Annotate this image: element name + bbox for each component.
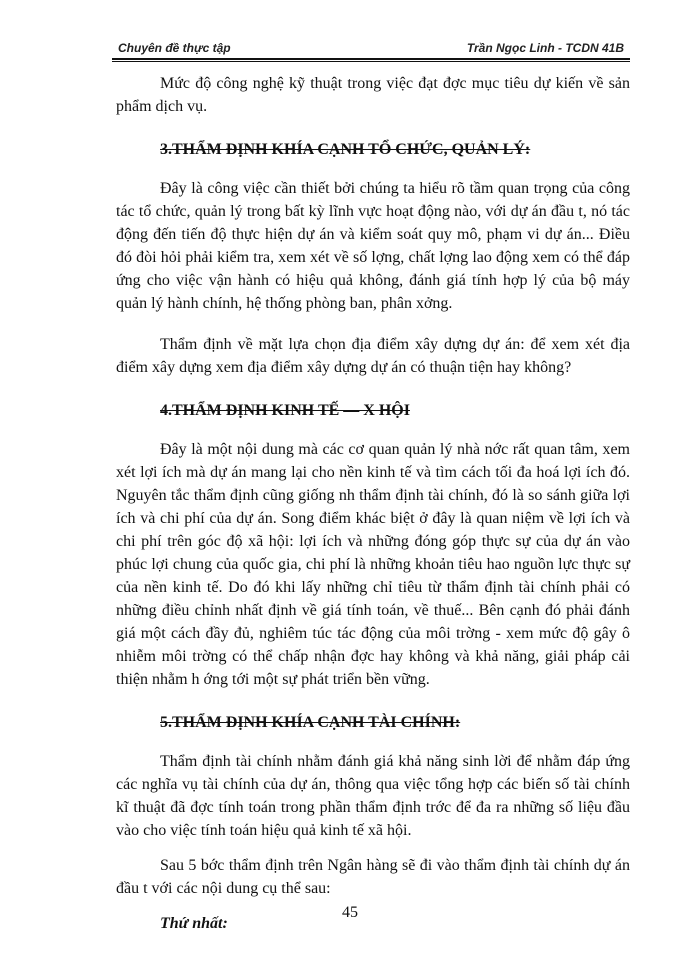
header-rule-thick: [112, 58, 630, 60]
header-rule-thin: [112, 61, 630, 62]
section-3-paragraph-2: Thẩm định về mặt lựa chọn địa điểm xây dựng dự án: để xem xét địa điểm xây dựng xem địa điểm xây dựng dự án có thuận tiện hay không?: [116, 336, 630, 376]
header-document-title: Chuyên đề thực tập: [118, 41, 231, 55]
section-5-heading: 5.THẨM ĐỊNH KHÍA CẠNH TÀI CHÍNH:: [160, 714, 461, 731]
section-4-heading: 4.THẨM ĐỊNH KINH TẾ — X HỘI: [160, 402, 410, 419]
section-5-paragraph-2: Sau 5 bớc thẩm định trên Ngân hàng sẽ đi vào thẩm định tài chính dự án đầu t với các nội dung cụ thể sau:: [116, 857, 630, 897]
section-5-paragraph-1: Thẩm định tài chính nhằm đánh giá khả năng sinh lời để nhằm đáp ứng các nghĩa vụ tài chính của dự án, thông qua việc tổng hợp các biến số tài chính kĩ thuật đã đợc tính toán trong phần thẩm định trớc để đa ra những số liệu đầu vào cho việc tính toán hiệu quả kinh tế xã hội.: [116, 753, 630, 839]
header-author: Trần Ngọc Linh - TCDN 41B: [466, 41, 624, 55]
page-header: [112, 28, 630, 58]
page-number: 45: [342, 904, 358, 921]
section-3-heading: 3.THẨM ĐỊNH KHÍA CẠNH TỔ CHỨC, QUẢN LÝ:: [160, 141, 531, 158]
page-body: [116, 72, 630, 935]
intro-paragraph: Mức độ công nghệ kỹ thuật trong việc đạt đợc mục tiêu dự kiến về sản phẩm dịch vụ.: [116, 75, 630, 115]
section-4-paragraph-1: Đây là một nội dung mà các cơ quan quản lý nhà nớc rất quan tâm, xem xét lợi ích mà dự án mang lại cho nền kinh tế và tìm cách tối đa hoá lợi ích đó. Nguyên tắc thẩm định cũng giống nh thẩm định tài chính, đó là so sánh giữa lợi ích và chi phí của dự án. Song điểm khác biệt ở đây là quan niệm về lợi ích và chi phí trên góc độ xã hội: lợi ích và những đóng góp thực sự của dự án vào phúc lợi chung của quốc gia, chi phí là những khoản tiêu hao nguồn lực thực sự của nền kinh tế. Do đó khi lấy những chỉ tiêu từ thẩm định tài chính phải có những điều chỉnh nhất định về giá tính toán, về thuế... Bên cạnh đó phải đánh giá một cách đầy đủ, nghiêm túc tác động của môi trờng - xem mức độ gây ô nhiễm môi trờng có thể chấp nhận đợc hay không và khả năng, giải pháp cải thiện nhằm h ớng tới một sự phát triển bền vững.: [116, 441, 630, 688]
section-3-paragraph-1: Đây là công việc cần thiết bởi chúng ta hiểu rõ tầm quan trọng của công tác tổ chức, quản lý trong bất kỳ lĩnh vực hoạt động nào, với dự án đầu t, nó tác động đến tiến độ thực hiện dự án và kiểm soát quy mô, phạm vi dự án... Điều đó đòi hỏi phải kiểm tra, xem xét về số lợng, chất lợng lao động xem có thể đáp ứng cho việc vận hành có hiệu quả không, đánh giá tính hợp lý của bộ máy quản lý hành chính, hệ thống phòng ban, phân xởng.: [116, 180, 630, 312]
section-5-subheading: Thứ nhất:: [160, 915, 228, 932]
